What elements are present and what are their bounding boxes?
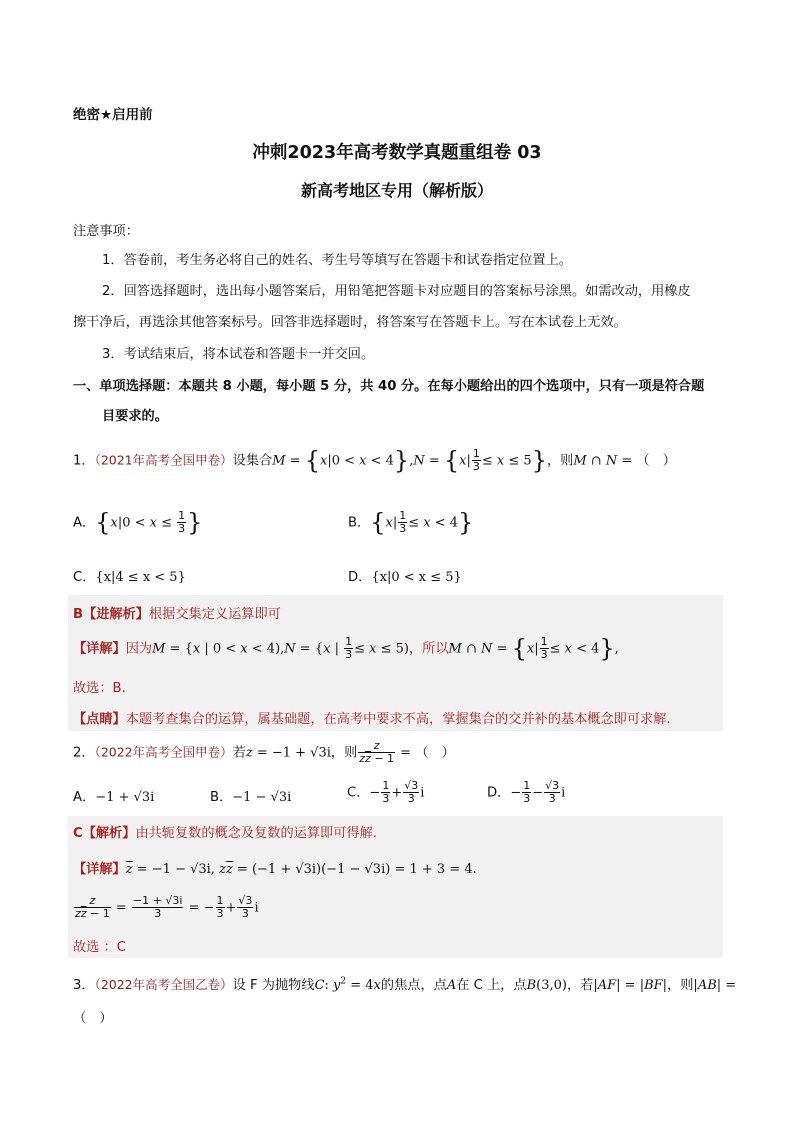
stem-text: （ ）: [415, 745, 455, 761]
answer-letter: B: [73, 607, 84, 622]
q2-detail-line: 【详解】$\overline{z} = -1 - √3i$, $z\overline{z} = (-1 + √3i)(-1 - √3i) = 1 + 3 = 4$.: [73, 862, 477, 877]
notes-heading: 注意事项：: [73, 224, 139, 239]
q1-option-d: [348, 566, 462, 585]
detail-tag: 【详解】: [73, 862, 126, 877]
question-number: 1．: [73, 453, 95, 469]
q2-computation: $\frac{z}{z\overline{z} - 1}$ = $\frac{-1 + √3i}{3}$ = − $\frac{1}{3}$ + $\frac{√3}{3}$ i: [75, 894, 259, 920]
question-1-stem: 1．（2021年高考全国甲卷）设集合M = {x|0 < x < 4},N = {x| $\frac{1}{3}$ ≤ x ≤ 5}，则M ∩ N = （ ）: [73, 446, 676, 475]
question-number: 3．: [73, 978, 95, 993]
question-number: 2．: [73, 745, 95, 761]
question-source: （2021年高考全国甲卷）: [94, 452, 233, 468]
answer-text: 根据交集定义运算即可: [149, 607, 281, 622]
option-label: D．: [487, 785, 511, 801]
question-source: （2022年高考全国乙卷）: [94, 977, 233, 992]
stem-text: 在 C 上，点: [456, 978, 527, 993]
q1-option-c: [73, 566, 186, 585]
stem-text: ，则: [330, 745, 358, 761]
option-label: A．: [73, 515, 96, 531]
q2-option-b: B．−1 − √3i: [210, 790, 292, 805]
q2-option-d: D．− $\frac{1}{3}$ − $\frac{√3}{3}$ i: [487, 779, 566, 805]
q1-answer-line: [73, 603, 281, 622]
set-m-expr: M: [272, 453, 286, 469]
option-label: B．: [210, 790, 233, 805]
option-label: B．: [348, 515, 371, 531]
detail-tag: 【详解】: [73, 641, 126, 657]
stem-text: ，则: [546, 453, 574, 469]
question-source: （2022年高考全国甲卷）: [94, 744, 233, 760]
q1-comment: [73, 708, 671, 727]
section-heading: 一、单项选择题：本题共 8 小题，每小题 5 分，共 40 分。在每小题给出的四个选项中，只有一项是符合题: [73, 379, 705, 394]
q1-option-a: A．{x|0 < x ≤ $\frac{1}{3}$ }: [73, 508, 203, 537]
option-label: C．: [73, 570, 96, 585]
option-label: A．: [73, 790, 96, 805]
page-subtitle: 新高考地区专用（解析版）: [300, 181, 493, 200]
stem-text: 的焦点，点: [380, 978, 447, 993]
q1-detail-line: 【详解】因为M = {x | 0 < x < 4),N = {x | $\frac{1}{3}$ ≤ x ≤ 5)，所以M ∩ N = {x| $\frac{1}{3}$ ≤ x < 4},: [73, 634, 619, 663]
answer-text: 由共轭复数的概念及复数的运算即可得解.: [135, 826, 378, 841]
comment-text: 本题考查集合的运算，属基础题，在高考中要求不高，掌握集合的交并补的基本概念即可求解.: [125, 712, 671, 727]
stem-text: 设 F 为抛物线: [232, 978, 315, 993]
question-2-stem: 2．（2022年高考全国甲卷）若z = −1 + √3i，则 $\frac{z}{z\overline{z} - 1}$ = （ ）: [73, 739, 455, 765]
note-item-2-cont: 擦干净后，再选涂其他答案标号。回答非选择题时，将答案写在答题卡上。写在本试卷上无效。: [73, 315, 627, 330]
q1-option-b: B．{x| $\frac{1}{3}$ ≤ x < 4}: [348, 508, 474, 537]
stem-text: （ ）: [636, 453, 676, 469]
detail-text: 因为: [125, 641, 153, 657]
option-expr: {x|0 < x ≤ 5}: [371, 570, 462, 585]
q2-option-a: A．−1 + √3i: [73, 790, 155, 805]
detail-text: ，所以: [408, 641, 449, 657]
note-item-2: 2．回答选择题时，选出每小题答案后，用铅笔把答题卡对应题目的答案标号涂黑。如需改动，用橡皮: [102, 284, 691, 299]
answer-tag: 【解析】: [82, 826, 136, 841]
question-3-stem: 3．（2022年高考全国乙卷）设 F 为抛物线C: $y^2 = 4x$的焦点，点A在 C 上，点B(3,0)，若|AF| = |BF|，则|AB| =: [73, 976, 737, 993]
q1-conclusion: 故选：B.: [73, 681, 126, 696]
q2-conclusion: 故选 ：C: [73, 940, 126, 955]
answer-letter: C: [73, 826, 83, 841]
option-label: C．: [347, 785, 370, 801]
stem-text: ，若: [566, 978, 594, 993]
q3-blank: （ ）: [73, 1011, 113, 1026]
stem-text: 若: [232, 745, 246, 761]
option-label: D．: [348, 570, 372, 585]
comment-tag: 【点睛】: [73, 712, 126, 727]
answer-tag: 【进解析】: [83, 607, 149, 622]
secret-label: 绝密★启用前: [73, 107, 153, 123]
stem-text: ，则: [667, 978, 694, 993]
option-expr: {x|4 ≤ x < 5}: [95, 570, 186, 585]
q2-answer-line: [73, 822, 377, 841]
section-heading-cont: 目要求的。: [102, 409, 168, 424]
stem-text: 设集合: [232, 453, 273, 469]
note-item-1: 1．答卷前，考生务必将自己的姓名、考生号等填写在答题卡和试卷指定位置上。: [102, 253, 572, 268]
q2-option-c: C．− $\frac{1}{3}$ + $\frac{√3}{3}$ i: [347, 779, 425, 805]
note-item-3: 3．考试结束后，将本试卷和答题卡一并交回。: [102, 347, 375, 362]
page-title: 冲刺2023年高考数学真题重组卷 03: [252, 143, 542, 163]
